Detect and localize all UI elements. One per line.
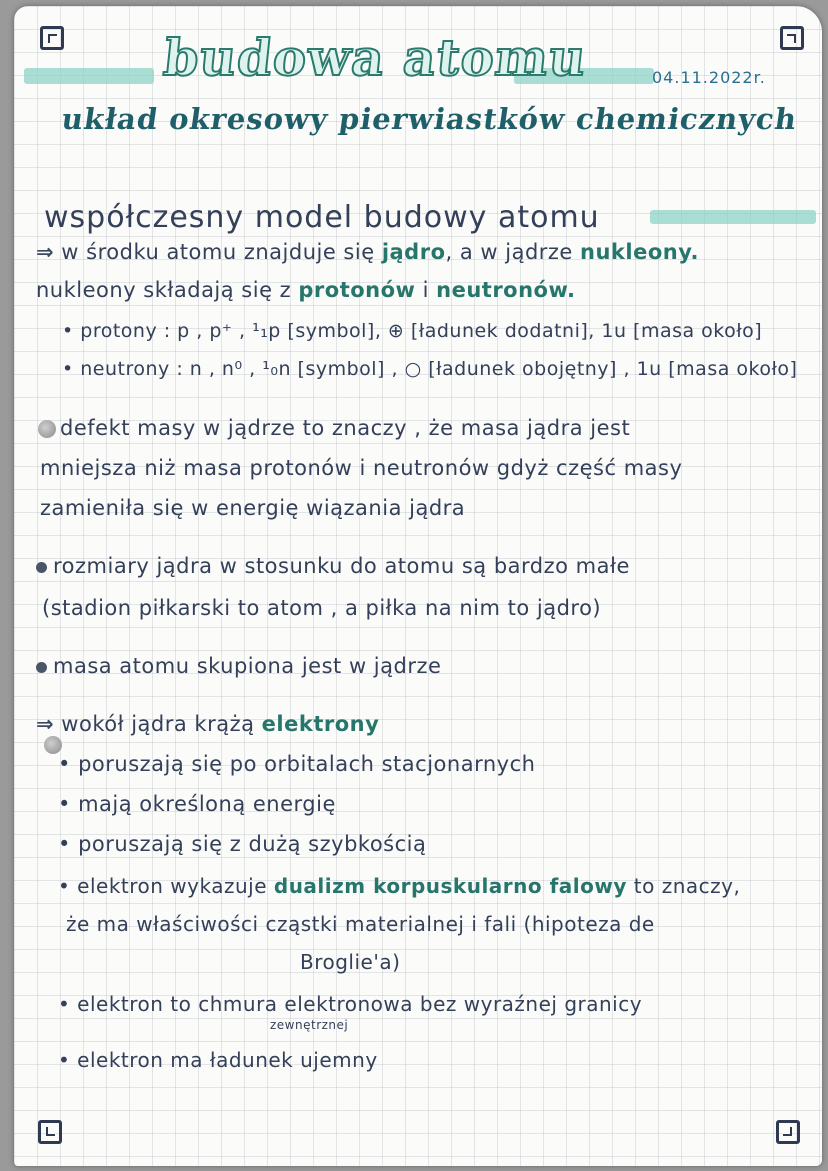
- keyword-elektrony: elektrony: [261, 712, 380, 736]
- duality-line-3: Broglie'a): [300, 950, 401, 974]
- bullet-icon: •: [58, 992, 71, 1016]
- electrons-intro: [36, 712, 379, 736]
- size-line-1: [36, 554, 630, 578]
- list-item: [62, 358, 797, 380]
- page-title: budowa atomu: [160, 28, 590, 87]
- keyword-dualizm: dualizm korpuskularno falowy: [273, 874, 627, 898]
- intro-text: w środku atomu znajduje się: [61, 240, 382, 264]
- bullet-icon: •: [58, 874, 71, 898]
- list-item: [58, 992, 642, 1016]
- arrow-right-icon: ⇒: [36, 712, 55, 736]
- intro-text: , a w jądrze: [445, 240, 581, 264]
- keyword-neutronow: neutronów.: [436, 278, 576, 302]
- list-item: [58, 792, 336, 816]
- defect-line-2: mniejsza niż masa protonów i neutronów gdyż część masy: [40, 456, 683, 480]
- defect-line-1: defekt masy w jądrze to znaczy , że masa jądra jest: [60, 416, 631, 440]
- list-item: [62, 320, 762, 342]
- corner-bracket-icon: [780, 26, 804, 50]
- bullet-dot-icon: [36, 562, 47, 573]
- page-subtitle: układ okresowy pierwiastków chemicznych: [59, 102, 800, 136]
- corner-bracket-icon: [40, 26, 64, 50]
- electrons-intro-text: wokół jądra krążą: [61, 712, 262, 736]
- intro-text: nukleony składają się z: [36, 278, 299, 302]
- list-item: [58, 874, 740, 898]
- keyword-protonow: protonów: [298, 278, 416, 302]
- bullet-icon: •: [58, 1048, 71, 1072]
- date-label: 04.11.2022r.: [652, 68, 766, 87]
- list-item: [58, 832, 426, 856]
- section-heading: współczesny model budowy atomu: [44, 200, 600, 235]
- intro-line-1: [36, 240, 699, 264]
- duality-line-2: że ma właściwości cząstki materialnej i fali (hipoteza de: [66, 912, 655, 936]
- particle-protony-text: protony : p , p⁺ , ¹₁p [symbol], ⊕ [ładunek dodatni], 1u [masa około]: [80, 320, 763, 342]
- electron-property: mają określoną energię: [78, 792, 336, 816]
- defect-line-3: zamieniła się w energię wiązania jądra: [40, 496, 466, 520]
- keyword-jadro: jądro: [381, 240, 446, 264]
- particle-neutrony-text: neutrony : n , n⁰ , ¹₀n [symbol] , ○ [ładunek obojętny] , 1u [masa około]: [80, 358, 798, 380]
- bullet-dot-icon: [38, 420, 56, 438]
- cloud-note: zewnętrznej: [270, 1018, 349, 1032]
- heading-highlight: [650, 210, 816, 224]
- list-item: [58, 752, 535, 776]
- title-highlight-left: [24, 68, 154, 84]
- duality-text: to znaczy,: [626, 874, 741, 898]
- electron-property: poruszają się po orbitalach stacjonarnych: [78, 752, 536, 776]
- intro-text: i: [415, 278, 437, 302]
- size-text: rozmiary jądra w stosunku do atomu są bardzo małe: [53, 554, 630, 578]
- corner-bracket-icon: [38, 1120, 62, 1144]
- notebook-page: [14, 6, 822, 1166]
- duality-text: elektron wykazuje: [77, 874, 274, 898]
- keyword-nukleony: nukleony.: [580, 240, 699, 264]
- bullet-icon: •: [62, 358, 74, 380]
- bullet-icon: •: [58, 752, 71, 776]
- intro-line-2: [36, 278, 576, 302]
- charge-text: elektron ma ładunek ujemny: [77, 1048, 378, 1072]
- mass-text: masa atomu skupiona jest w jądrze: [53, 654, 442, 678]
- bullet-icon: •: [58, 832, 71, 856]
- bullet-dot-icon: [36, 662, 47, 673]
- mass-line: [36, 654, 441, 678]
- list-item: [58, 1048, 378, 1072]
- cloud-text: elektron to chmura elektronowa bez wyraźnej granicy: [77, 992, 643, 1016]
- bullet-icon: •: [58, 792, 71, 816]
- size-line-2: (stadion piłkarski to atom , a piłka na nim to jądro): [42, 596, 602, 620]
- electron-property: poruszają się z dużą szybkością: [78, 832, 427, 856]
- arrow-right-icon: ⇒: [36, 240, 55, 264]
- corner-bracket-icon: [776, 1120, 800, 1144]
- bullet-icon: •: [62, 320, 74, 342]
